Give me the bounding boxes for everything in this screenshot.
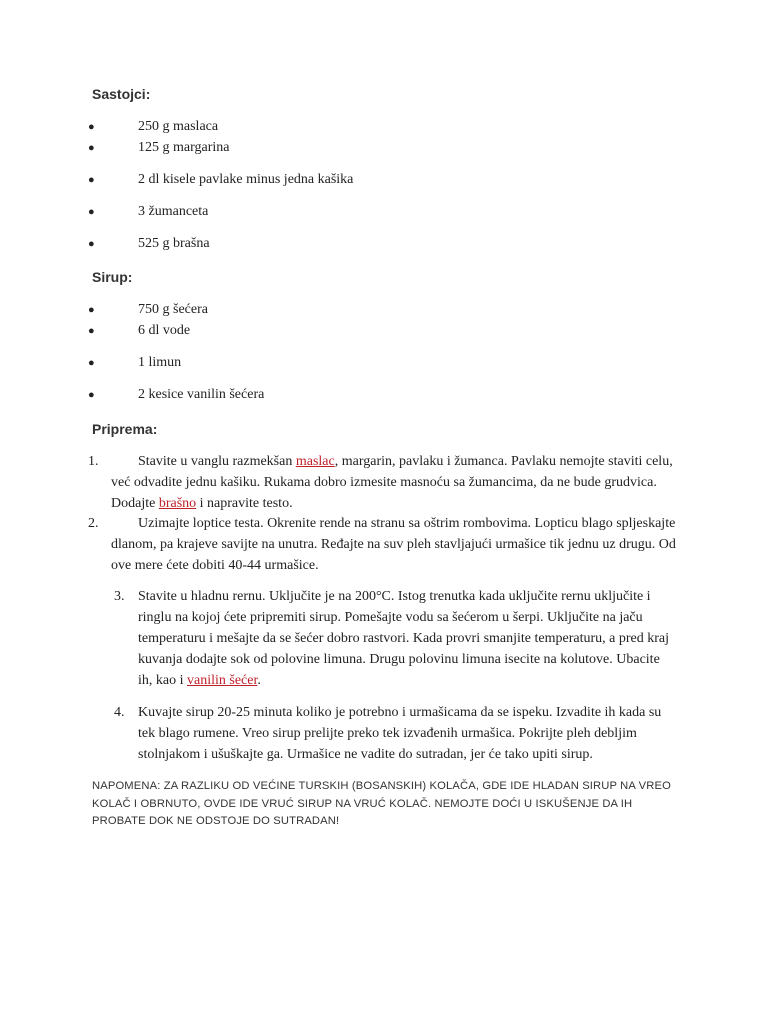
bullet-icon: ● <box>88 206 95 218</box>
step-number: 4. <box>114 705 125 720</box>
bullet-icon: ● <box>88 357 95 369</box>
syrup-ingredient-text: 6 dl vode <box>138 323 191 338</box>
step-text: Kuvajte sirup 20-25 minuta koliko je potrebno i urmašicama da se ispeku. Izvadite ih kada su tek blago rumene. Vreo sirup prelijte preko tek izvađenih urmašica. Pokrijte pleh debljim stolnjakom i ušuškajte ga. Urmašice ne vadite do sutradan, jer će tako upiti sirup. <box>138 705 662 762</box>
ingredient-text: 3 žumanceta <box>138 204 209 219</box>
bullet-icon: ● <box>88 304 95 316</box>
syrup-ingredient-text: 750 g šećera <box>138 302 208 317</box>
syrup-ingredient-text: 2 kesice vanilin šećera <box>138 387 265 402</box>
step-number: 2. <box>88 516 99 531</box>
bullet-icon: ● <box>88 174 95 186</box>
step-text: Stavite u vanglu razmekšan maslac, margarin, pavlaku i žumanca. Pavlaku nemojte staviti celu, već odvadite jednu kašiku. Rukama dobro izmesite masnoću sa žumancima, da ne bude grudvica. Dodajte brašno i napravite testo. <box>111 454 673 511</box>
step-number: 1. <box>88 454 99 469</box>
step-text: Stavite u hladnu rernu. Uključite je na 200°C. Istog trenutka kada uključite rernu uključite i ringlu na kojoj ćete pripremiti sirup. Pomešajte vodu sa šećerom u šerpi. Uključite na jaču temperaturu i mešajte da se šećer dobro rastvori. Kada provri smanjite temperaturu, a pred kraj kuvanja dodajte sok od polovine limuna. Drugu polovinu limuna isecite na kolutove. Ubacite ih, kao i vanilin šećer. <box>138 589 670 688</box>
bullet-icon: ● <box>88 121 95 133</box>
step-text: Uzimajte loptice testa. Okrenite rende na stranu sa oštrim rombovima. Lopticu blago spljeskajte dlanom, pa krajeve savijte na unutra. Ređajte na suv pleh stavljajući urmašice tik jednu uz drugu. Od ove mere ćete dobiti 40-44 urmašice. <box>111 516 676 573</box>
preparation-heading: Priprema: <box>92 421 158 437</box>
ingredient-text: 525 g brašna <box>138 236 210 251</box>
vanilin-secer-link[interactable]: vanilin šećer <box>187 673 258 688</box>
brasno-link[interactable]: brašno <box>158 496 197 511</box>
syrup-heading: Sirup: <box>92 269 133 285</box>
ingredient-text: 250 g maslaca <box>138 119 219 134</box>
bullet-icon: ● <box>88 325 95 337</box>
syrup-ingredient-text: 1 limun <box>138 355 182 370</box>
ingredients-heading: Sastojci: <box>92 86 151 102</box>
ingredient-text: 125 g margarina <box>138 140 230 155</box>
step-number: 3. <box>114 589 125 604</box>
bullet-icon: ● <box>88 142 95 154</box>
bullet-icon: ● <box>88 389 95 401</box>
maslac-link[interactable]: maslac <box>295 454 335 469</box>
ingredient-text: 2 dl kisele pavlake minus jedna kašika <box>138 172 354 187</box>
bullet-icon: ● <box>88 238 95 250</box>
note-text: NAPOMENA: ZA RAZLIKU OD VEĆINE TURSKIH (BOSANSKIH) KOLAČA, GDE IDE HLADAN SIRUP NA VREO KOLAČ I OBRNUTO, OVDE IDE VRUĆ SIRUP NA VRUĆ KOLAČ. NEMOJTE DOĆI U ISKUŠENJE DA IH PROBATE DOK NE ODSTOJE DO SUTRADAN! <box>92 780 671 827</box>
